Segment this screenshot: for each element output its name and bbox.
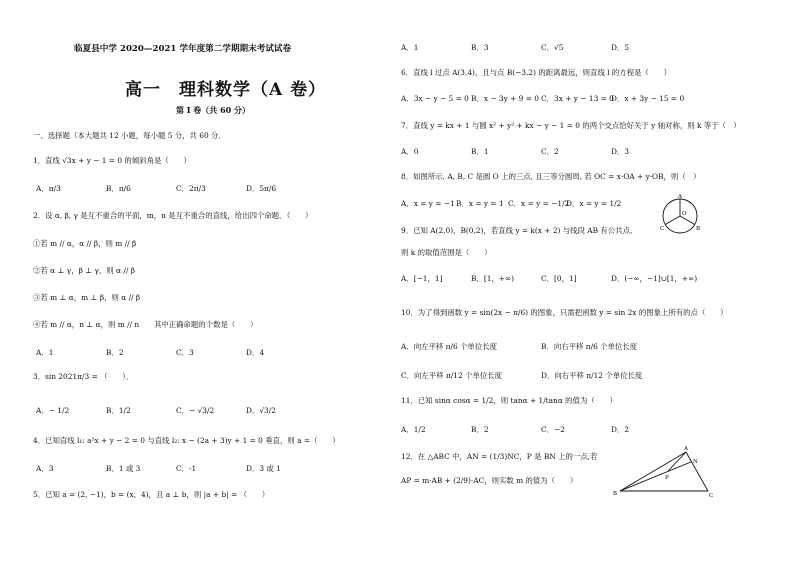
- q8-label-b: B: [696, 226, 701, 232]
- q11-option-c: C．−2: [541, 425, 565, 434]
- q6-option-a: A．3x − y − 5 = 0: [401, 94, 469, 103]
- q1-option-d: D．5π/6: [246, 184, 277, 193]
- q9-stem: 9．已知 A(2,0)，B(0,2)，若直线 y = k(x + 2) 与线段 AB 有公共点,: [401, 226, 633, 235]
- q8-option-c: C．x = y = −1/2: [508, 199, 570, 208]
- q5-option-c: C．√5: [541, 43, 564, 52]
- q11-option-b: B．2: [471, 425, 489, 434]
- q2-proposition-3: ③若 m ⊥ α，m ⊥ β，则 α // β: [33, 293, 141, 302]
- q12-stem-2: AP = m·AB + (2/9)·AC，则实数 m 的值为（ ）: [401, 476, 578, 485]
- q3-option-c: C．− √3/2: [176, 406, 215, 415]
- q10-option-c: C．向左平移 π/12 个单位长度: [401, 371, 503, 380]
- q2-option-c: C．3: [176, 348, 194, 357]
- q6-stem: 6．直线 l 过点 A(3,4)，且与点 B(−3,2) 的距离最远，则直线 l 的方程是（ ）: [401, 68, 672, 77]
- q8-option-d: D．x = y = 1/2: [566, 199, 622, 208]
- q3-option-a: A．− 1/2: [36, 406, 70, 415]
- q12-label-p: P: [665, 475, 669, 481]
- q12-label-b: B: [613, 491, 618, 497]
- q9-option-d: D．(−∞，−1]∪[1，+∞): [611, 274, 698, 283]
- q7-option-a: A．0: [401, 147, 419, 156]
- q11-option-a: A．1/2: [401, 425, 426, 434]
- q5-option-a: A．1: [401, 43, 419, 52]
- q12-label-c: C: [709, 493, 714, 499]
- q8-label-o: O: [682, 211, 687, 217]
- q10-option-d: D．向右平移 π/12 个单位长度: [541, 371, 643, 380]
- q3-option-d: D．√3/2: [246, 406, 276, 415]
- q2-stem: 2．设 α, β, γ 是互不重合的平面，m，n 是互不重合的直线，给出四个命题．（ ）: [33, 211, 313, 220]
- q2-proposition-2: ②若 α ⊥ γ，β ⊥ γ，则 α // β: [33, 266, 135, 275]
- q8-option-a: A．x = y = −1: [401, 199, 455, 208]
- q6-option-c: C．3x + y − 13 = 0: [541, 94, 614, 103]
- section-heading: 一、选择题（本大题共 12 小题，每小题 5 分，共 60 分．: [33, 131, 226, 140]
- q11-stem: 11．已知 sinα cosα = 1/2，则 tanα + 1/tanα 的值为（ ）: [401, 396, 617, 405]
- q2-option-a: A．1: [36, 348, 54, 357]
- q4-option-d: D．3 或 1: [246, 464, 281, 473]
- q8-option-b: B．x = y = 1: [456, 199, 504, 208]
- q9-option-b: B．[1，+∞): [471, 274, 515, 283]
- q8-label-a: A: [678, 194, 682, 200]
- q8-circle-figure: [656, 192, 704, 240]
- volume-title: 第 I 卷（共 60 分）: [176, 105, 251, 115]
- q8-label-c: C: [660, 226, 665, 232]
- q9-option-c: C．[0，1]: [541, 274, 577, 283]
- q2-proposition-1: ①若 m // α，α // β，则 m // β: [33, 239, 137, 248]
- q11-option-d: D．2: [611, 425, 630, 434]
- q2-option-b: B．2: [106, 348, 124, 357]
- q7-option-c: C．2: [541, 147, 559, 156]
- q12-label-a: A: [684, 446, 688, 452]
- q10-option-a: A．向左平移 π/6 个单位长度: [401, 342, 497, 351]
- q1-option-a: A．π/3: [36, 184, 61, 193]
- q7-stem: 7．直线 y = kx + 1 与圆 x² + y² + kx − y − 1 = 0 的两个交点恰好关于 y 轴对称，则 k 等于（ ）: [401, 121, 741, 130]
- q6-option-b: B．x − 3y + 9 = 0: [471, 94, 539, 103]
- q6-option-d: D．x + 3y − 15 = 0: [611, 94, 685, 103]
- q12-label-n: N: [693, 459, 698, 465]
- q9-option-a: A．[−1，1]: [401, 274, 443, 283]
- q3-option-b: B．1/2: [106, 406, 131, 415]
- q10-option-b: B．向右平移 π/6 个单位长度: [541, 342, 638, 351]
- q12-triangle-figure: [612, 444, 722, 500]
- q2-option-d: D．4: [246, 348, 265, 357]
- q4-stem: 4．已知直线 l₁: a²x + y − 2 = 0 与直线 l₂: x − (2a + 3)y + 1 = 0 垂直，则 a =（ ）: [33, 436, 340, 445]
- exam-title: 临夏县中学 2020—2021 学年度第二学期期末考试试卷: [74, 44, 292, 54]
- q4-option-c: C．-1: [176, 464, 197, 473]
- q4-option-b: B．1 或 3: [106, 464, 141, 473]
- q7-option-b: B．1: [471, 147, 489, 156]
- q1-option-c: C．2π/3: [176, 184, 206, 193]
- q7-option-d: D．3: [611, 147, 630, 156]
- q9-stem-2: 则 k 的取值范围是（ ）: [401, 248, 492, 257]
- q10-stem: 10．为了得到函数 y = sin(2x − π/6) 的图象，只需把函数 y = sin 2x 的图象上所有的点（ ）: [401, 308, 728, 317]
- q1-stem: 1．直线 √3x + y − 1 = 0 的倾斜角是（ ）: [33, 156, 191, 165]
- q3-stem: 3．sin 2021π/3 = （ ）．: [33, 372, 134, 381]
- q4-option-a: A．3: [36, 464, 54, 473]
- q12-stem: 12．在 △ABC 中，AN = (1/3)NC，P 是 BN 上的一点,若: [401, 452, 598, 461]
- q1-option-b: B．π/6: [106, 184, 131, 193]
- q5-option-b: B．3: [471, 43, 489, 52]
- q8-stem: 8．如图所示, A, B, C 是圆 O 上的三点, 且三等分圆周, 若 OC = x·OA + y·OB，则（ ）: [401, 172, 701, 181]
- subject-title: 高一 理科数学（A 卷）: [125, 80, 327, 100]
- q5-stem: 5．已知 a = (2, −1)，b = (x，4)，且 a ⊥ b，则 |a + b| = （ ）: [33, 490, 270, 499]
- q2-proposition-4: ④若 m // α，n ⊥ α，则 m // n 其中正确命题的个数是（ ）: [33, 320, 258, 329]
- q5-option-d: D．5: [611, 43, 630, 52]
